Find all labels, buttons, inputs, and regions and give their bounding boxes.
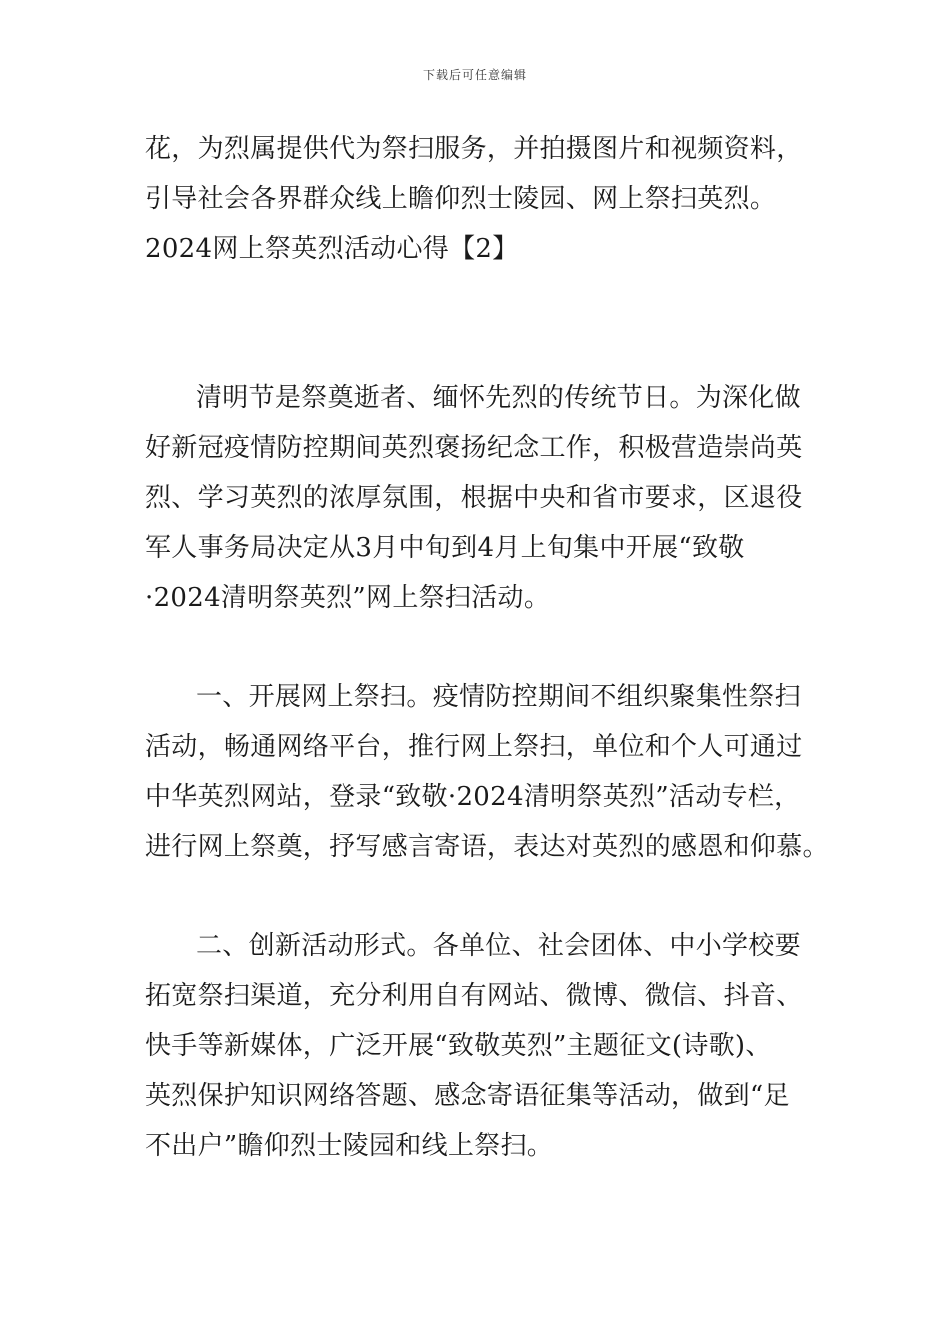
header-note: 下载后可任意编辑 [422, 68, 527, 82]
text-line: 拓宽祭扫渠道，充分利用自有网站、微博、微信、抖音、 [145, 981, 803, 1011]
text-line: 花，为烈属提供代为祭扫服务，并拍摄图片和视频资料， [145, 134, 803, 164]
text-line: 烈、学习英烈的浓厚氛围，根据中央和省市要求，区退役 [145, 483, 803, 513]
text-line: 中华英烈网站，登录“致敬·2024清明祭英烈”活动专栏， [145, 782, 801, 812]
text-line: 进行网上祭奠，抒写感言寄语，表达对英烈的感恩和仰慕。 [145, 832, 829, 862]
text-line: 一、开展网上祭扫。疫情防控期间不组织聚集性祭扫 [196, 682, 801, 712]
text-line: 好新冠疫情防控期间英烈褒扬纪念工作，积极营造崇尚英 [145, 433, 803, 463]
text-line: 不出户”瞻仰烈士陵园和线上祭扫。 [145, 1131, 554, 1161]
text-line: 引导社会各界群众线上瞻仰烈士陵园、网上祭扫英烈。 [145, 184, 777, 214]
text-line: 军人事务局决定从3月中旬到4月上旬集中开展“致敬 [145, 533, 745, 563]
text-line: 活动，畅通网络平台，推行网上祭扫，单位和个人可通过 [145, 732, 803, 762]
section-title: 2024网上祭英烈活动心得【2】 [145, 234, 519, 264]
text-line: 清明节是祭奠逝者、缅怀先烈的传统节日。为深化做 [196, 383, 801, 413]
text-line: 英烈保护知识网络答题、感念寄语征集等活动，做到“足 [145, 1081, 790, 1111]
text-line: 快手等新媒体，广泛开展“致敬英烈”主题征文(诗歌)、 [145, 1031, 772, 1061]
text-line: ·2024清明祭英烈”网上祭扫活动。 [145, 583, 551, 613]
text-line: 二、创新活动形式。各单位、社会团体、中小学校要 [196, 931, 801, 961]
